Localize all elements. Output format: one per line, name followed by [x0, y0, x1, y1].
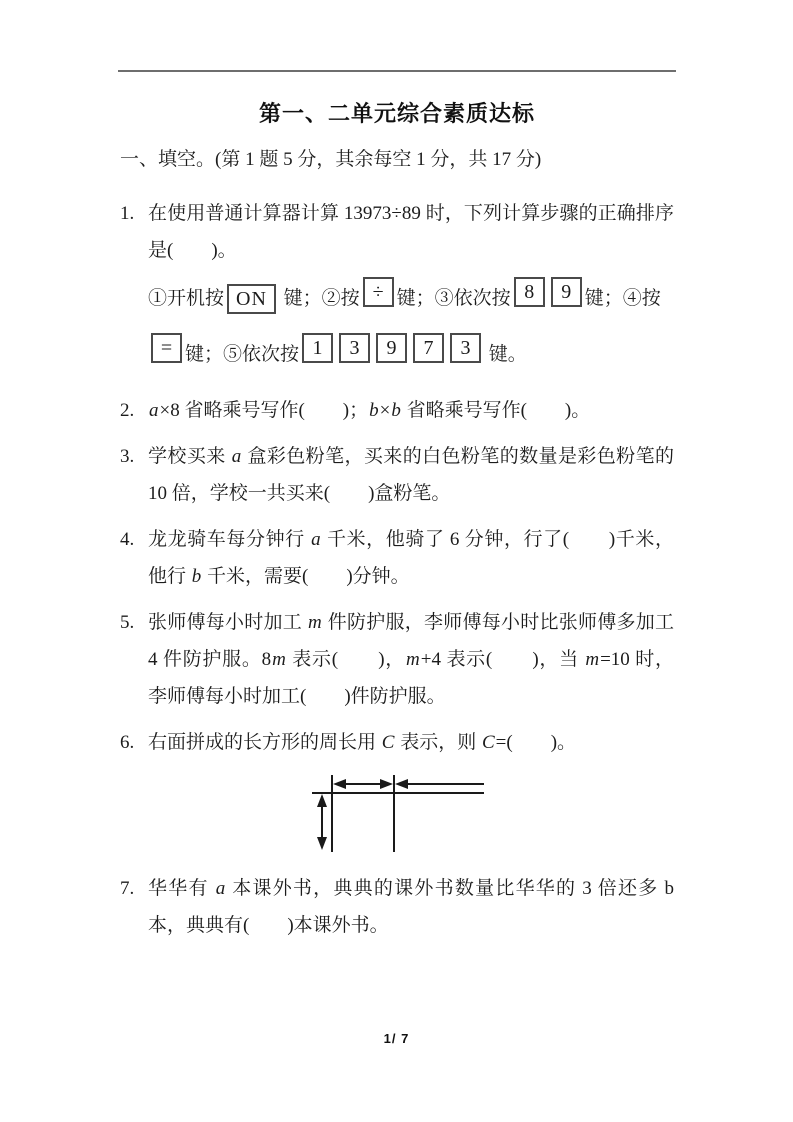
- question-text: [148, 604, 674, 715]
- text-segment: 键；②按: [278, 288, 360, 309]
- calculator-key-1: 1: [302, 333, 333, 363]
- rectangle-dimension-diagram: [310, 769, 486, 861]
- variable-b: b: [391, 400, 401, 421]
- text-segment: 华华有: [148, 878, 215, 899]
- question-text: [148, 438, 674, 512]
- text-segment: 键。: [484, 344, 527, 365]
- question-1: [120, 195, 674, 383]
- question-text: [148, 724, 674, 761]
- text-segment: 千米，需要( )分钟。: [202, 566, 410, 587]
- text-segment: 本课外书，典典的课外书数量比华华的 3 倍还多 b 本，典典有( )本课外书。: [148, 878, 674, 936]
- text-segment: ①开机按: [148, 288, 225, 309]
- calculator-key-7: 7: [413, 333, 444, 363]
- text-segment: 学校买来: [148, 446, 231, 467]
- variable-m: m: [585, 649, 600, 670]
- text-segment: 键；③依次按: [396, 288, 511, 309]
- question-number: 1.: [120, 203, 135, 224]
- question-number: 6.: [120, 732, 135, 753]
- text-segment: 张师傅每小时加工: [148, 612, 307, 633]
- page-title: 第一、二单元综合素质达标: [258, 101, 535, 126]
- calculator-key-sequence: [148, 271, 674, 383]
- text-segment: 龙龙骑车每分钟行: [148, 529, 311, 550]
- text-segment: +4 表示( )，当: [420, 649, 585, 670]
- page-content: [120, 0, 674, 953]
- question-4: [120, 521, 674, 595]
- question-7: [120, 870, 674, 944]
- variable-a: a: [311, 529, 321, 550]
- calculator-key-÷: ÷: [363, 277, 394, 307]
- text-segment: 右面拼成的长方形的周长用: [148, 732, 381, 753]
- calculator-key-3: 3: [450, 333, 481, 363]
- text-segment: 盒彩色粉笔，买来的白色粉笔的数量是彩色粉笔的 10 倍，学校一共买来( )盒粉笔。: [148, 446, 674, 504]
- variable-m: m: [272, 649, 286, 670]
- variable-a: a: [149, 400, 159, 421]
- variable-a: a: [215, 878, 226, 899]
- text-segment: 表示( )，: [286, 649, 406, 670]
- calculator-key-9: 9: [376, 333, 407, 363]
- section-heading: 一、填空。(第 1 题 5 分，其余每空 1 分，共 17 分): [120, 149, 542, 170]
- question-number: 7.: [120, 878, 135, 899]
- question-text: [148, 392, 674, 429]
- question-number: 5.: [120, 612, 135, 633]
- variable-b: b: [369, 400, 379, 421]
- text-segment: 在使用普通计算器计算 13973÷89 时，下列计算步骤的正确排序是( )。: [148, 203, 674, 261]
- variable-a: a: [231, 446, 242, 467]
- question-number: 4.: [120, 529, 135, 550]
- question-text: [148, 870, 674, 944]
- variable-C: C: [381, 732, 395, 753]
- text-segment: ×8 省略乘号写作( )；: [159, 400, 369, 421]
- question-text: [148, 521, 674, 595]
- text-segment: 件防护服，李师傅每小时比张师傅多加工 4 件防护服。8: [148, 612, 674, 670]
- variable-C: C: [481, 732, 495, 753]
- question-text: [148, 195, 674, 269]
- text-segment: 键；④按: [584, 288, 661, 309]
- variable-b: b: [191, 566, 202, 587]
- text-segment: 键；⑤依次按: [185, 344, 300, 365]
- question-number: 3.: [120, 446, 135, 467]
- question-3: [120, 438, 674, 512]
- variable-m: m: [308, 612, 322, 633]
- text-segment: 省略乘号写作( )。: [401, 400, 591, 421]
- calculator-key-8: 8: [514, 277, 545, 307]
- calculator-key-9: 9: [551, 277, 582, 307]
- text-segment: ×: [379, 400, 391, 421]
- text-segment: 表示，则: [395, 732, 481, 753]
- page-number: 1/ 7: [383, 1031, 410, 1046]
- question-2: [120, 392, 674, 429]
- text-segment: 千米，他骑了 6 分钟，行了( )千米，他行: [148, 529, 674, 587]
- text-segment: =( )。: [495, 732, 577, 753]
- question-number: 2.: [120, 400, 135, 421]
- question-5: [120, 604, 674, 715]
- text-segment: =10 时，李师傅每小时加工( )件防护服。: [148, 649, 674, 707]
- variable-m: m: [406, 649, 420, 670]
- question-6: [120, 724, 674, 861]
- calculator-key-3: 3: [339, 333, 370, 363]
- calculator-key-=: =: [151, 333, 182, 363]
- question-list: [120, 195, 674, 944]
- calculator-key-ON: ON: [227, 284, 276, 314]
